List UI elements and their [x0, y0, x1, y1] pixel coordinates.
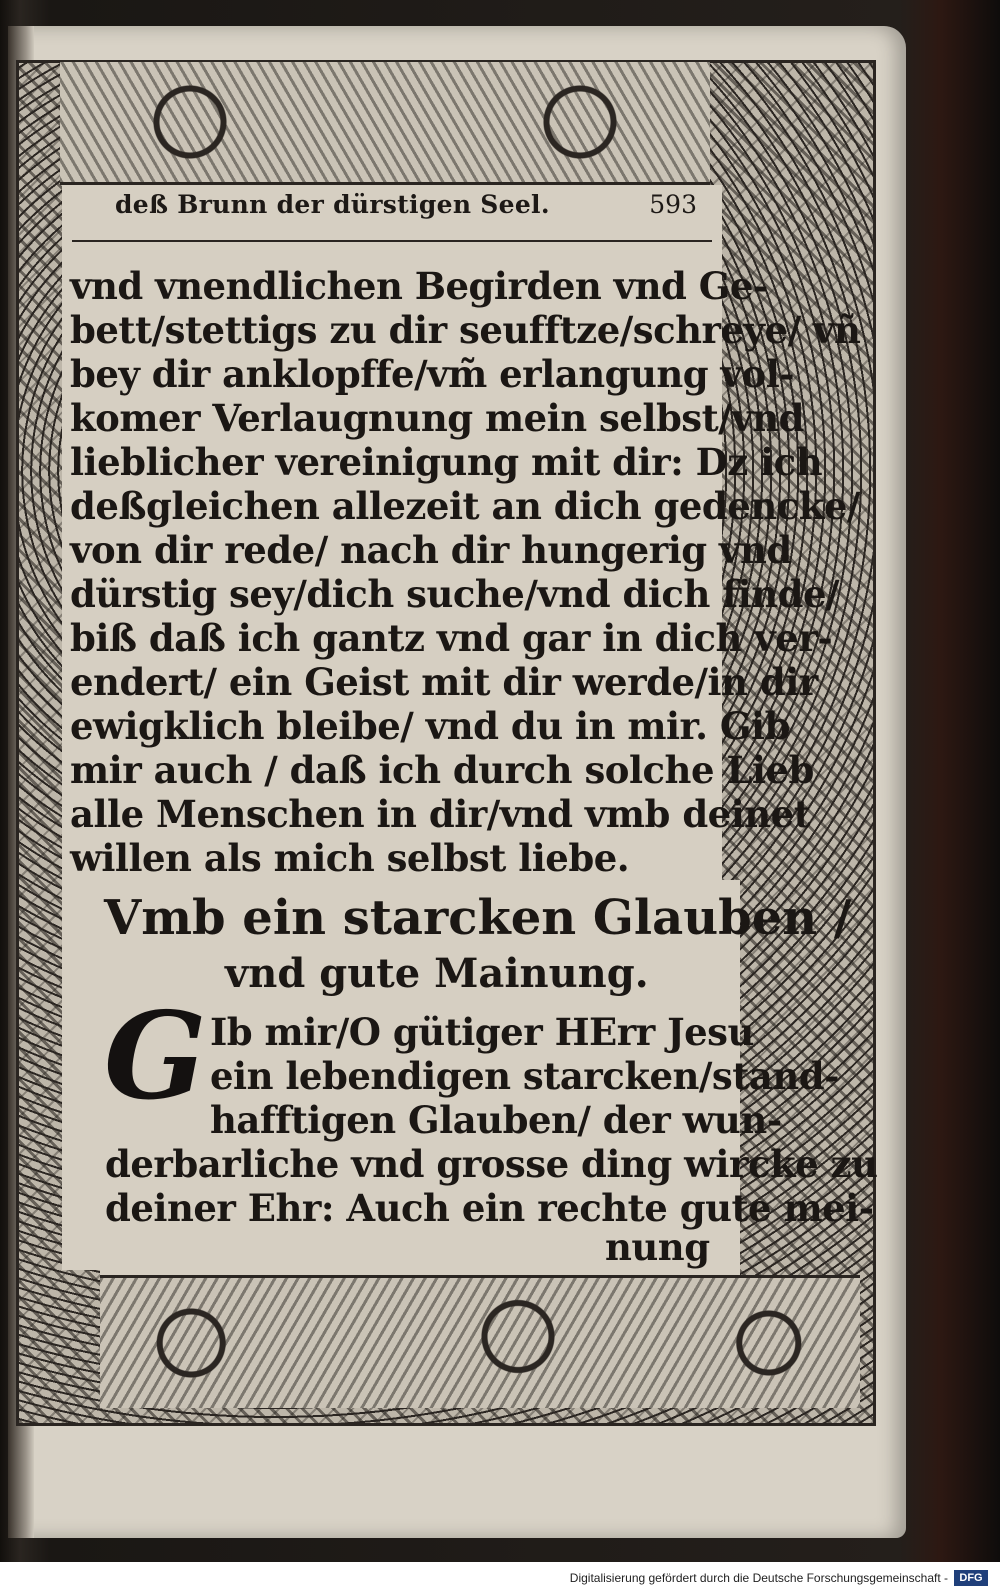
- prayer-line: deiner Ehr: Auch ein rechte gute mei-: [105, 1186, 874, 1230]
- dfg-logo: DFG: [954, 1570, 988, 1586]
- footer-credit: Digitalisierung gefördert durch die Deutsche Forschungsgemeinschaft -: [569, 1571, 948, 1585]
- body-line: lieblicher vereinigung mit dir: Dz ich: [70, 440, 823, 484]
- body-line: bey dir anklopffe/vm̃ erlangung vol-: [70, 352, 795, 396]
- running-head: [115, 190, 715, 230]
- body-line: ewigklich bleibe/ vnd du in mir. Gib: [70, 704, 790, 748]
- body-line: dürstig sey/dich suche/vnd dich finde/: [70, 572, 840, 616]
- catchword: nung: [605, 1225, 710, 1269]
- body-line: deßgleichen allezeit an dich gedencke/: [70, 484, 860, 528]
- prayer-line: hafftigen Glauben/ der wun-: [210, 1098, 782, 1142]
- prayer-line: ein lebendigen starcken/stand-: [210, 1054, 839, 1098]
- body-line: mir auch / daß ich durch solche Lieb: [70, 748, 814, 792]
- section-heading: Vmb ein starcken Glauben /: [104, 890, 852, 946]
- prayer-line: Ib mir/O gütiger HErr Jesu: [210, 1010, 754, 1054]
- bottom-ornament: [100, 1275, 860, 1408]
- body-line: bett/stettigs zu dir seufftze/schreye/ vñ: [70, 308, 861, 352]
- body-line: komer Verlaugnung mein selbst/vnd: [70, 396, 805, 440]
- body-line: willen als mich selbst liebe.: [70, 836, 630, 880]
- section-subheading: vnd gute Mainung.: [225, 950, 649, 997]
- body-line: von dir rede/ nach dir hungerig vnd: [70, 528, 792, 572]
- top-ornament: [60, 62, 710, 185]
- body-line: biß daß ich gantz vnd gar in dich ver-: [70, 616, 833, 660]
- body-line: endert/ ein Geist mit dir werde/in dir: [70, 660, 818, 704]
- page-number: 593: [649, 190, 697, 219]
- head-rule: [72, 240, 712, 242]
- prayer-line: derbarliche vnd grosse ding wircke zu: [105, 1142, 878, 1186]
- body-line: vnd vnendlichen Begirden vnd Ge-: [70, 264, 768, 308]
- running-head-title: deß Brunn der dürstigen Seel.: [115, 190, 550, 219]
- footer-bar: [0, 1562, 1000, 1595]
- body-line: alle Menschen in dir/vnd vmb deinet: [70, 792, 811, 836]
- dropcap-initial: G: [104, 986, 207, 1127]
